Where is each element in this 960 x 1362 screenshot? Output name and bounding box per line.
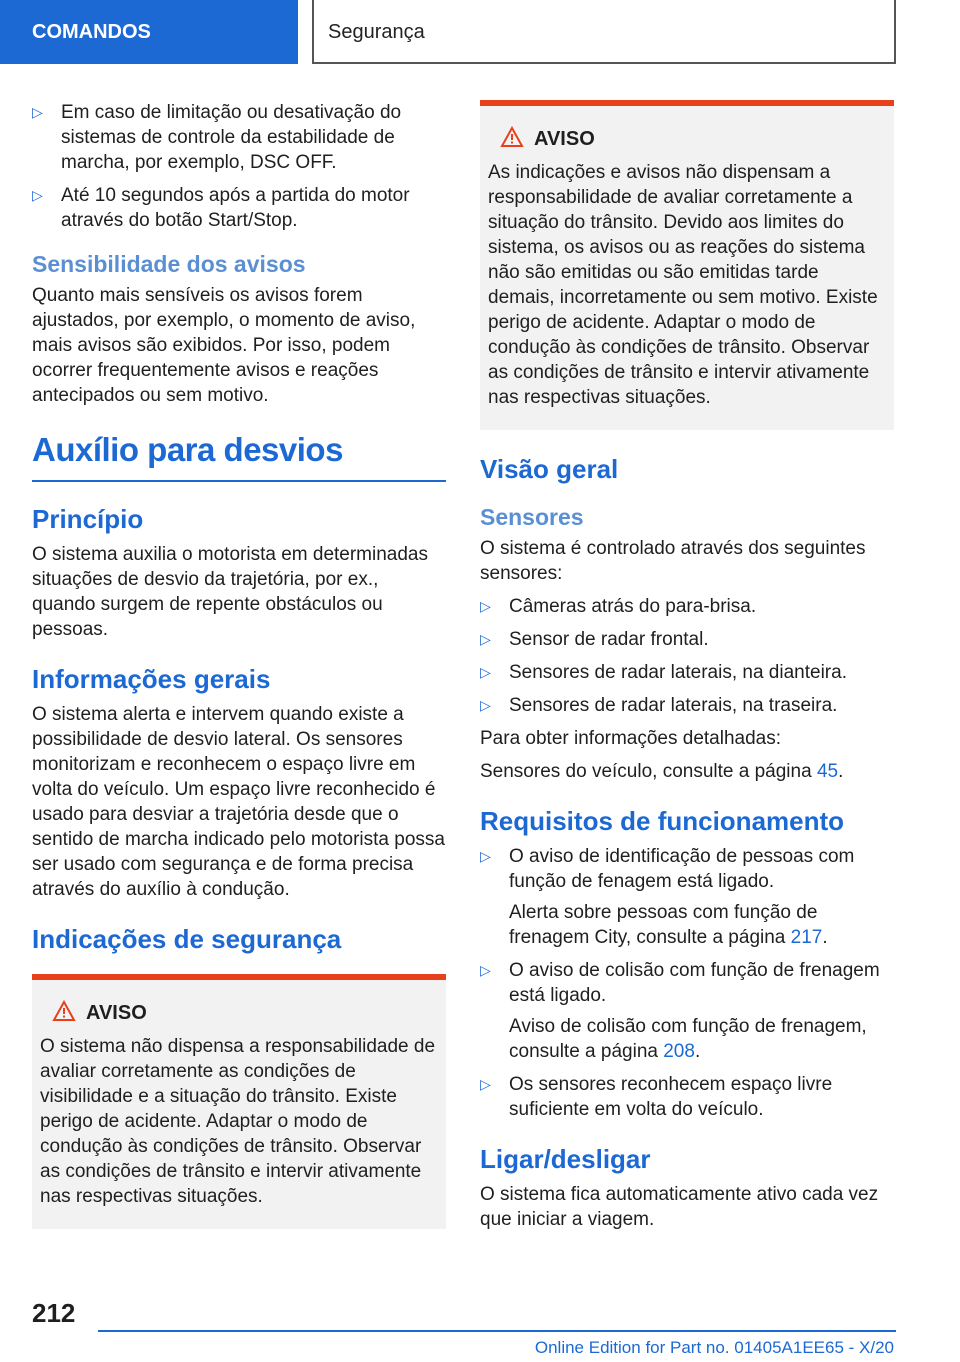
section-heading: Princípio — [32, 504, 144, 534]
warning-text: As indicações e avisos não dispensam a responsabilidade de avaliar corretamente a situação do trânsito. Devido aos limites do sistema, os avisos ou as reações do sistema não são emitidas ou são emitidas tarde demais, incorretamente ou sem motivo. Existe perigo de acidente. Adaptar o modo de condução às condições de trânsito. Observar as condições de trânsito e intervir ativamente nas respectivas situações. — [488, 162, 878, 408]
list-item: ▷ Até 10 segundos após a partida do motor através do botão Start/Stop. — [32, 185, 410, 231]
paragraph: O sistema é controlado através dos seguintes sensores: — [480, 538, 866, 584]
warning-text: O sistema não dispensa a responsabilidade de avaliar corretamente as condições de visibilidade e a situação do trânsito. Existe perigo de acidente. Adaptar o modo de condução às condições de trânsito. Observar as condições de trânsito e intervir ativamente nas respectivas situações. — [40, 1036, 436, 1207]
paragraph: Sensores do veículo, consulte a página 45. — [480, 761, 844, 782]
list-item: ▷ Em caso de limitação ou desativação do sistemas de controle da estabilidade de marcha, por exemplo, DSC OFF. — [32, 102, 402, 173]
chapter-heading: Auxílio para desvios — [32, 428, 446, 482]
section-heading: Sensibilidade dos avisos — [32, 251, 306, 277]
list-item: ▷ Sensores de radar laterais, na traseira. — [480, 695, 838, 716]
paragraph: Para obter informações detalhadas: — [480, 728, 782, 749]
section-heading: Sensores — [480, 504, 584, 530]
paragraph: O sistema fica automaticamente ativo cada vez que iniciar a viagem. — [480, 1184, 879, 1230]
warning-title: AVISO — [86, 1002, 147, 1024]
triangle-right-icon: ▷ — [480, 1076, 491, 1092]
footer-rule — [98, 1330, 896, 1332]
right-column — [480, 100, 894, 1240]
warning-title: AVISO — [534, 128, 595, 150]
list-item: ▷ Sensores de radar laterais, na dianteira. — [480, 662, 847, 683]
triangle-right-icon: ▷ — [480, 697, 491, 713]
list-item: ▷ O aviso de colisão com função de frenagem está ligado. Aviso de colisão com função de frenagem, consulte a página 208. — [480, 960, 880, 1062]
list-item: ▷ Câmeras atrás do para-brisa. — [480, 596, 757, 617]
triangle-right-icon: ▷ — [32, 104, 43, 120]
list-item: ▷ O aviso de identificação de pessoas com função de fenagem está ligado. Alerta sobre pessoas com função de frenagem City, consulte a página 217. — [480, 846, 855, 948]
section-heading: Requisitos de funcionamento — [480, 806, 845, 836]
triangle-right-icon: ▷ — [32, 187, 43, 203]
list-item: ▷ Sensor de radar frontal. — [480, 629, 709, 650]
page-link[interactable]: 217 — [790, 927, 823, 948]
list-item: ▷ Os sensores reconhecem espaço livre suficiente em volta do veículo. — [480, 1074, 833, 1120]
warning-box — [480, 100, 894, 430]
section-heading: Indicações de segurança — [32, 924, 342, 954]
section-tab: COMANDOS — [0, 0, 298, 64]
left-column — [32, 100, 446, 1229]
paragraph: Quanto mais sensíveis os avisos forem ajustados, por exemplo, o momento de aviso, mais avisos são exibidos. Por isso, podem ocorrer frequentemente avisos e reações antecipados ou sem motivo. — [32, 285, 416, 406]
warning-triangle-icon — [52, 1000, 76, 1029]
paragraph: O sistema alerta e intervem quando existe a possibilidade de desvio lateral. Os sensores monitorizam e reconhecem o espaço livre em volta do veículo. Um espaço livre reconhecido é usado para desviar a trajetória desde que o sentido de marcha indicado pelo motorista possa ser usado com segurança e de forma precisa através do auxílio à condução. — [32, 704, 445, 900]
page-title: Segurança — [312, 0, 896, 64]
triangle-right-icon: ▷ — [480, 631, 491, 647]
triangle-right-icon: ▷ — [480, 598, 491, 614]
paragraph: O sistema auxilia o motorista em determinadas situações de desvio da trajetória, por ex., quando surgem de repente obstáculos ou pessoas. — [32, 544, 428, 640]
warning-box — [32, 974, 446, 1229]
triangle-right-icon: ▷ — [480, 664, 491, 680]
section-heading: Informações gerais — [32, 664, 271, 694]
page-link[interactable]: 208 — [663, 1041, 695, 1062]
section-heading: Ligar/desligar — [480, 1144, 651, 1174]
page-link[interactable]: 45 — [816, 761, 839, 782]
triangle-right-icon: ▷ — [480, 848, 491, 864]
warning-triangle-icon — [500, 126, 524, 155]
footer-edition: Online Edition for Part no. 01405A1EE65 - X/20 — [534, 1338, 894, 1357]
section-heading: Visão geral — [480, 454, 619, 484]
page-number: 212 — [32, 1298, 76, 1328]
triangle-right-icon: ▷ — [480, 962, 491, 978]
